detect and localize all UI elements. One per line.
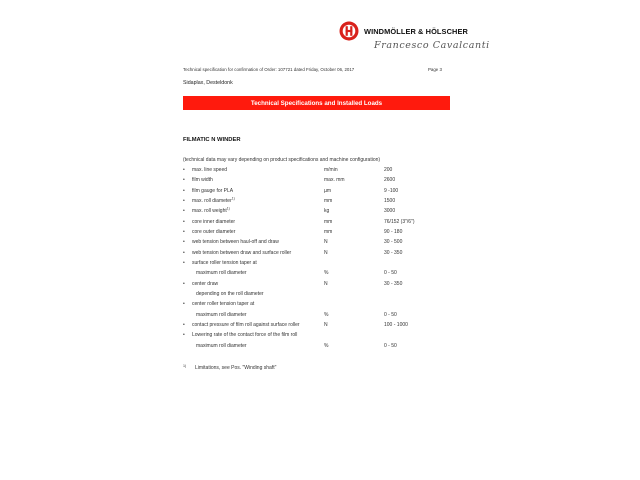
spec-unit: N	[324, 239, 328, 246]
spec-label: max. roll weight$^{1)}$	[192, 206, 230, 215]
bullet: •	[183, 208, 185, 215]
spec-label: film width	[192, 177, 213, 184]
signature: Francesco Cavalcanti	[374, 40, 490, 51]
bullet: •	[183, 301, 185, 308]
spec-label: maximum roll diameter	[196, 311, 247, 318]
spec-value: 9 -100	[384, 187, 399, 194]
spec-value: 100 - 1000	[384, 321, 408, 328]
spec-unit: mm	[324, 198, 333, 204]
spec-unit: mm	[324, 218, 333, 225]
bullet: •	[183, 249, 185, 256]
bullet: •	[183, 229, 185, 235]
bullet: •	[183, 177, 185, 184]
footnote-ref: 1)	[231, 196, 235, 201]
spec-value: 90 - 180	[384, 229, 403, 235]
spec-value: 0 - 50	[384, 311, 397, 318]
bullet: •	[183, 239, 185, 246]
spec-label: center draw	[192, 280, 219, 287]
brand-name: WINDMÖLLER & HÖLSCHER	[364, 27, 468, 36]
spec-label: Lowering rate of the contact force of the film roll	[192, 332, 298, 339]
spec-value: 30 - 500	[384, 239, 403, 246]
footnote-text: Limitations, see Pos. "Winding shaft"	[195, 365, 277, 371]
bullet: •	[183, 260, 185, 266]
spec-label: web tension between draw and surface roller	[192, 249, 292, 256]
spec-value: 30 - 350	[384, 280, 403, 287]
spec-label: maximum roll diameter	[196, 342, 247, 349]
spec-unit: %	[324, 311, 329, 318]
spec-unit: %	[324, 270, 329, 277]
spec-label: maximum roll diameter	[196, 270, 247, 277]
bullet: •	[183, 198, 185, 204]
spec-value: 0 - 50	[384, 342, 397, 349]
spec-label: core inner diameter	[192, 218, 236, 225]
spec-unit: kg	[324, 208, 330, 215]
bullet: •	[183, 332, 185, 339]
spec-label: film gauge for PLA	[192, 187, 234, 194]
spec-unit: max. mm	[324, 177, 345, 184]
spec-label: surface roller tension taper at	[192, 260, 257, 266]
spec-label: core outer diameter	[192, 229, 236, 235]
bullet: •	[183, 280, 185, 287]
section-note: (technical data may vary depending on product specifications and machine configuration)	[183, 157, 381, 163]
banner-title: Technical Specifications and Installed Loads	[250, 99, 383, 107]
spec-unit: %	[324, 342, 329, 349]
spec-value: 2600	[384, 177, 396, 184]
customer-name: Sidaplax, Desteldonk	[183, 80, 233, 86]
spec-unit: µm	[324, 187, 332, 194]
spec-label: max. line speed	[192, 167, 228, 173]
spec-unit: N	[324, 249, 328, 256]
section-banner	[183, 96, 450, 110]
spec-label: center roller tension taper at	[192, 301, 255, 308]
page-number: Page 3	[428, 67, 442, 72]
footnote-mark: 1)	[183, 364, 187, 368]
spec-value: 0 - 50	[384, 270, 397, 277]
bullet: •	[183, 321, 185, 328]
bullet: •	[183, 187, 185, 194]
spec-value: 3000	[384, 208, 396, 215]
spec-unit: N	[324, 280, 328, 287]
spec-label: contact pressure of film roll against surface roller	[192, 321, 300, 328]
windmoller-holscher-logo-icon	[339, 21, 359, 41]
spec-value: 76/152 (3"/6")	[384, 218, 415, 225]
spec-value: 30 - 350	[384, 249, 403, 256]
spec-value: 1500	[384, 198, 396, 204]
spec-unit: mm	[324, 229, 333, 235]
specification-reference: Technical specification for confirmation of Order: 107721 dated Friday, October 06, 2017	[183, 67, 355, 72]
spec-label: web tension between haul-off and draw	[192, 239, 279, 246]
footnote-ref: 1)	[226, 206, 230, 211]
bullet: •	[183, 167, 185, 173]
spec-label: depending on the roll diameter	[196, 291, 264, 297]
spec-label: max. roll diameter$^{1)}$	[192, 196, 235, 204]
spec-unit: m/min	[324, 167, 338, 173]
spec-value: 200	[384, 167, 393, 173]
bullet: •	[183, 218, 185, 225]
section-title: FILMATIC N WINDER	[183, 137, 241, 143]
spec-unit: N	[324, 321, 328, 328]
